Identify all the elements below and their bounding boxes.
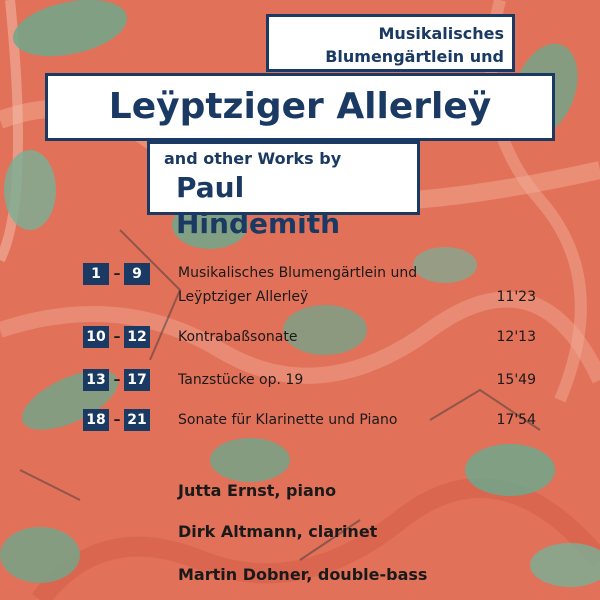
- composer-name: Paul Hindemith: [176, 171, 341, 240]
- track-title: Kontrabaßsonate: [178, 329, 298, 345]
- track-number-end: 21: [124, 409, 150, 431]
- track-title: [178, 261, 478, 309]
- performer-credit: Jutta Ernst, piano: [178, 481, 337, 500]
- track-number-end: 9: [124, 263, 150, 285]
- track-duration: 15'49: [496, 372, 536, 388]
- track-range-dash: –: [113, 329, 121, 345]
- composer-intro: and other Works by: [164, 149, 342, 168]
- subtitle-line-1: Musikalisches: [378, 24, 504, 43]
- main-title-box: [45, 73, 555, 141]
- track-duration: 17'54: [496, 412, 536, 428]
- track-number-start: 13: [83, 369, 109, 391]
- subtitle-line-2: Blumengärtlein und: [325, 47, 504, 66]
- subtitle-box: [266, 14, 515, 72]
- track-row: [0, 261, 600, 309]
- track-range-dash: –: [113, 412, 121, 428]
- track-row: [0, 369, 600, 393]
- track-number-end: 17: [124, 369, 150, 391]
- track-duration: 11'23: [496, 289, 536, 305]
- track-title-line-2: Leÿptziger Allerleÿ: [178, 289, 309, 305]
- track-title: Tanzstücke op. 19: [178, 372, 304, 388]
- track-title: Sonate für Klarinette und Piano: [178, 412, 398, 428]
- track-row: [0, 409, 600, 433]
- performer-credit: Dirk Altmann, clarinet: [178, 522, 378, 541]
- track-range-dash: –: [113, 266, 121, 282]
- track-duration: 12'13: [496, 329, 536, 345]
- track-number-start: 1: [83, 263, 109, 285]
- track-number-end: 12: [124, 326, 150, 348]
- composer-box: [147, 141, 420, 240]
- track-row: [0, 326, 600, 350]
- main-title: Leÿptziger Allerleÿ: [108, 86, 492, 127]
- track-number-start: 18: [83, 409, 109, 431]
- track-range-dash: –: [113, 372, 121, 388]
- track-title-line-1: Musikalisches Blumengärtlein und: [178, 265, 418, 281]
- performer-credit: Martin Dobner, double-bass: [178, 565, 428, 584]
- track-number-start: 10: [83, 326, 109, 348]
